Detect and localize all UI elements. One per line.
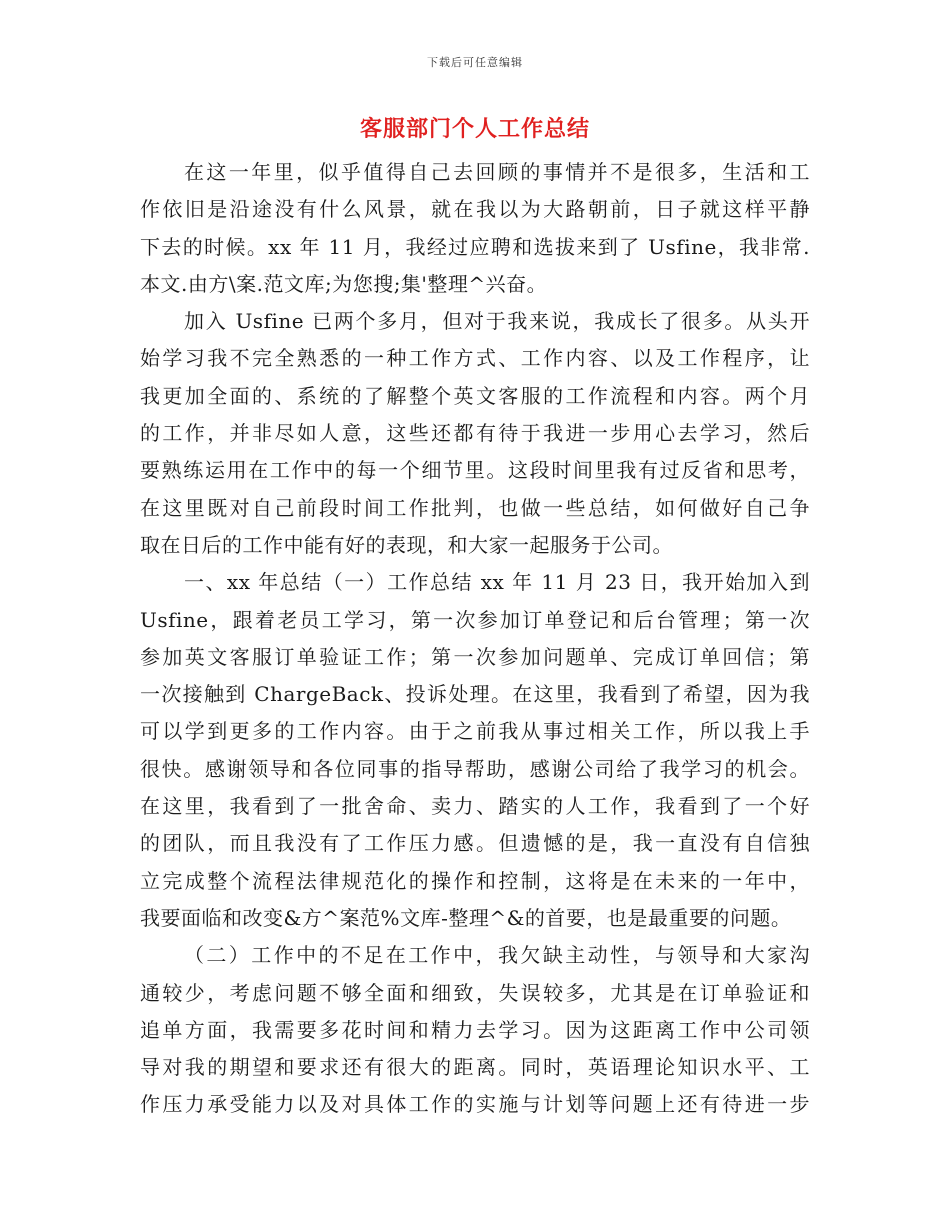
body-text-line: 追单方面，我需要多花时间和精力去学习。因为这距离工作中公司领 [140,1017,810,1042]
body-text-line: 导对我的期望和要求还有很大的距离。同时，英语理论知识水平、工 [140,1055,810,1080]
body-text-line: 参加英文客服订单验证工作；第一次参加问题单、完成订单回信；第 [140,644,810,669]
body-text-line: 一、xx 年总结（一）工作总结 xx 年 11 月 23 日，我开始加入到 [184,570,810,595]
body-text-line: 的工作，并非尽如人意，这些还都有待于我进一步用心去学习，然后 [140,421,810,446]
body-text-line: 要熟练运用在工作中的每一个细节里。这段时间里我有过反省和思考， [140,458,810,483]
body-text-line: 我更加全面的、系统的了解整个英文客服的工作流程和内容。两个月 [140,383,810,408]
body-text-line: 在这一年里，似乎值得自己去回顾的事情并不是很多，生活和工 [184,160,810,184]
body-text-line: 取在日后的工作中能有好的表现，和大家一起服务于公司。 [140,532,673,557]
body-text-line: Usfine，跟着老员工学习，第一次参加订单登记和后台管理；第一次 [140,607,810,632]
body-text-line: 始学习我不完全熟悉的一种工作方式、工作内容、以及工作程序，让 [140,346,810,371]
body-text-line: 在这里既对自己前段时间工作批判，也做一些总结，如何做好自己争 [140,495,810,520]
body-text-line: 通较少，考虑问题不够全面和细致，失误较多，尤其是在订单验证和 [140,980,810,1005]
body-text-line: 很快。感谢领导和各位同事的指导帮助，感谢公司给了我学习的机会。 [140,756,810,781]
page-header-note: 下载后可任意编辑 [427,56,523,69]
body-text-line: 可以学到更多的工作内容。由于之前我从事过相关工作，所以我上手 [140,719,810,744]
body-text-line: 加入 Usfine 已两个多月，但对于我来说，我成长了很多。从头开 [184,309,810,334]
body-text-line: 作依旧是沿途没有什么风景，就在我以为大路朝前，日子就这样平静 [140,197,810,222]
body-text-line: 下去的时候。xx 年 11 月，我经过应聘和选拔来到了 Usfine，我非常. [140,234,810,259]
body-text-line: （二）工作中的不足在工作中，我欠缺主动性，与领导和大家沟 [184,943,810,968]
body-text-line: 我要面临和改变&方^案范%文库-整理^&的首要，也是最重要的问题。 [140,905,792,930]
body-text-line: 立完成整个流程法律规范化的操作和控制，这将是在未来的一年中， [140,868,810,893]
body-text-line: 在这里，我看到了一批舍命、卖力、踏实的人工作，我看到了一个好 [140,794,810,819]
document-title: 客服部门个人工作总结 [359,117,590,142]
document-body [140,154,810,1124]
body-text-line: 本文.由方\案.范文库;为您搜;集'整理^兴奋。 [140,271,548,296]
body-text-line: 一次接触到 ChargeBack、投诉处理。在这里，我看到了希望，因为我 [140,682,810,707]
body-text-line: 作压力承受能力以及对具体工作的实施与计划等问题上还有待进一步 [140,1092,810,1117]
body-text-line: 的团队，而且我没有了工作压力感。但遗憾的是，我一直没有自信独 [140,831,810,856]
